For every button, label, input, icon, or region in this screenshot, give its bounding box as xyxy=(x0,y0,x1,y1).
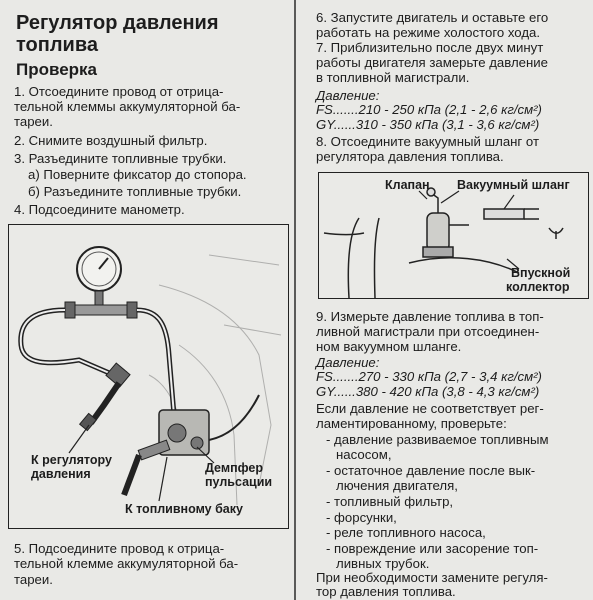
regulator-figure xyxy=(318,172,589,299)
text-line: 6. Запустите двигатель и оставьте его xyxy=(316,10,549,25)
text-line: работать на режиме холостого хода. xyxy=(316,25,541,40)
pressure-fs: FS.......210 - 250 кПа (2,1 - 2,6 кг/см²) xyxy=(316,102,542,117)
section-heading: Проверка xyxy=(16,60,98,79)
text-line: 2. Снимите воздушный фильтр. xyxy=(14,133,208,148)
text-line: регулятора давления топлива. xyxy=(316,149,504,164)
pressure-label: Давление: xyxy=(316,88,380,103)
text-line: ливных трубок. xyxy=(336,556,430,571)
label-intake-2: коллектор xyxy=(506,280,570,294)
text-line: 3. Разъедините топливные трубки. xyxy=(14,151,227,166)
label-intake: Впускной xyxy=(511,266,571,280)
label-damper-2: пульсации xyxy=(205,475,273,489)
label-damper: Демпфер xyxy=(205,461,264,475)
page-title-line2: топлива xyxy=(16,34,98,56)
text-line: 4. Подсоедините манометр. xyxy=(14,202,185,217)
text-line: ламентированному, проверьте: xyxy=(316,416,507,431)
label-valve: Клапан xyxy=(385,178,430,192)
pressure-label-2: Давление: xyxy=(316,355,380,370)
text-line: 7. Приблизительно после двух минут xyxy=(316,40,544,55)
text-line: - форсунки, xyxy=(326,510,397,525)
label-to-regulator-2: давления xyxy=(31,467,91,481)
text-line: тельной клемме аккумуляторной ба- xyxy=(14,556,239,571)
text-line: тареи. xyxy=(14,114,53,129)
text-line: тор давления топлива. xyxy=(316,584,456,599)
text-line: 1. Отсоедините провод от отрица- xyxy=(14,84,224,99)
text-line: - остаточное давление после вык- xyxy=(326,463,536,478)
text-line: в топливной магистрали. xyxy=(316,70,470,85)
right-column xyxy=(296,0,593,600)
text-line: 9. Измерьте давление топлива в топ- xyxy=(316,309,544,324)
text-line: тельной клеммы аккумуляторной ба- xyxy=(14,99,241,114)
pressure-gy-2: GY......380 - 420 кПа (3,8 - 4,3 кг/см²) xyxy=(316,384,540,399)
text-line: - давление развиваемое топливным xyxy=(326,432,549,447)
text-line: б) Разъедините топливные трубки. xyxy=(28,184,242,199)
text-line: - топливный фильтр, xyxy=(326,494,454,509)
text-line: ливной магистрали при отсоединен- xyxy=(316,324,540,339)
text-line: ном вакуумном шланге. xyxy=(316,339,462,354)
text-line: лючения двигателя, xyxy=(336,478,458,493)
text-line: тареи. xyxy=(14,572,53,587)
text-line: а) Поверните фиксатор до стопора. xyxy=(28,167,247,182)
page-title: Регулятор давления xyxy=(16,12,219,34)
pressure-fs-2: FS.......270 - 330 кПа (2,7 - 3,4 кг/см²) xyxy=(316,369,542,384)
label-to-tank: К топливному баку xyxy=(125,502,243,516)
text-line: При необходимости замените регуля- xyxy=(316,570,548,585)
text-line: 5. Подсоедините провод к отрица- xyxy=(14,541,225,556)
left-column xyxy=(0,0,294,600)
text-line: - повреждение или засорение топ- xyxy=(326,541,539,556)
pressure-gy: GY......310 - 350 кПа (3,1 - 3,6 кг/см²) xyxy=(316,117,540,132)
text-line: Если давление не соответствует рег- xyxy=(316,401,544,416)
label-to-regulator: К регулятору xyxy=(31,453,112,467)
label-vacuum-hose: Вакуумный шланг xyxy=(457,178,570,192)
gauge-figure xyxy=(8,224,289,529)
text-line: 8. Отсоедините вакуумный шланг от xyxy=(316,134,539,149)
text-line: - реле топливного насоса, xyxy=(326,525,486,540)
text-line: работы двигателя замерьте давление xyxy=(316,55,548,70)
text-line: насосом, xyxy=(336,447,392,462)
